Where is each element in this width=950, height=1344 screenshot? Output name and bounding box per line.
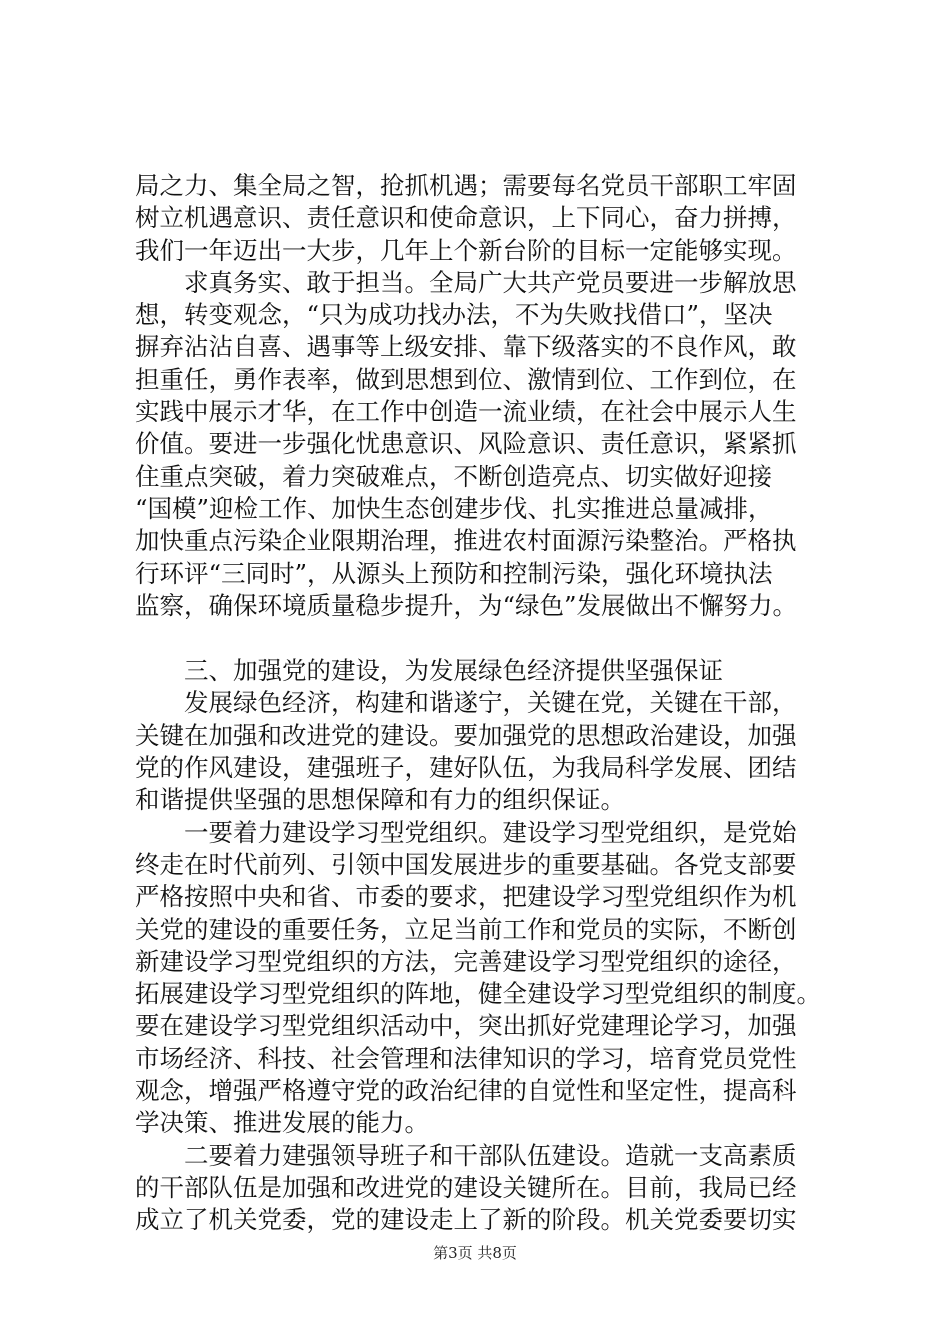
heading-line: 三、加强党的建设，为发展绿色经济提供坚强保证 (184, 656, 723, 686)
text-line: 二要着力建强领导班子和干部队伍建设。造就一支高素质 (184, 1140, 797, 1170)
paragraph (135, 687, 835, 816)
paragraph (135, 1140, 835, 1237)
text-line: 的干部队伍是加强和改进党的建设关键所在。目前，我局已经 (135, 1172, 797, 1202)
text-line: 一要着力建设学习型党组织。建设学习型党组织，是党始 (184, 817, 797, 847)
text-line: 成立了机关党委，党的建设走上了新的阶段。机关党委要切实 (135, 1205, 797, 1235)
text-line: 监察，确保环境质量稳步提升，为“绿色”发展做出不懈努力。 (135, 590, 798, 620)
text-line: 严格按照中央和省、市委的要求，把建设学习型党组织作为机 (135, 882, 797, 912)
text-line: “国模”迎检工作、加快生态创建步伐、扎实推进总量减排， (135, 493, 773, 523)
text-line: 加快重点污染企业限期治理，推进农村面源污染整治。严格执 (135, 526, 797, 556)
document-body (135, 170, 835, 1237)
text-line: 行环评“三同时”，从源头上预防和控制污染，强化环境执法 (135, 558, 773, 588)
text-line: 要在建设学习型党组织活动中，突出抓好党建理论学习，加强 (135, 1011, 797, 1041)
text-line: 局之力、集全局之智，抢抓机遇；需要每名党员干部职工牢固 (135, 171, 797, 200)
text-line: 拓展建设学习型党组织的阵地，健全建设学习型党组织的制度。 (135, 979, 821, 1009)
text-line: 市场经济、科技、社会管理和法律知识的学习，培育党员党性 (135, 1043, 797, 1073)
text-line: 住重点突破，着力突破难点，不断创造亮点、切实做好迎接 (135, 461, 772, 491)
text-line: 我们一年迈出一大步，几年上个新台阶的目标一定能够实现。 (135, 235, 797, 265)
text-line: 观念，增强严格遵守党的政治纪律的自觉性和坚定性，提高科 (135, 1076, 797, 1106)
paragraph-spacer (135, 622, 835, 655)
paragraph (135, 267, 835, 622)
text-line: 终走在时代前列、引领中国发展进步的重要基础。各党支部要 (135, 849, 797, 879)
text-line: 新建设学习型党组织的方法，完善建设学习型党组织的途径， (135, 946, 797, 976)
text-line: 关键在加强和改进党的建设。要加强党的思想政治建设，加强 (135, 720, 797, 750)
text-line: 发展绿色经济，构建和谐遂宁，关键在党，关键在干部， (184, 688, 797, 718)
text-line: 关党的建设的重要任务，立足当前工作和党员的实际，不断创 (135, 914, 797, 944)
text-line: 党的作风建设，建强班子，建好队伍，为我局科学发展、团结 (135, 753, 797, 783)
page-number-footer: 第3页 共8页 (433, 1244, 517, 1262)
text-line: 求真务实、敢于担当。全局广大共产党员要进一步解放思 (184, 267, 797, 297)
text-line: 和谐提供坚强的思想保障和有力的组织保证。 (135, 785, 625, 815)
text-line: 摒弃沾沾自喜、遇事等上级安排、靠下级落实的不良作风，敢 (135, 332, 797, 362)
text-line: 实践中展示才华，在工作中创造一流业绩，在社会中展示人生 (135, 397, 797, 427)
text-line: 价值。要进一步强化忧患意识、风险意识、责任意识，紧紧抓 (135, 429, 797, 459)
text-line: 担重任，勇作表率，做到思想到位、激情到位、工作到位，在 (135, 364, 797, 394)
text-line: 学决策、推进发展的能力。 (135, 1108, 429, 1138)
text-line: 想，转变观念，“只为成功找办法，不为失败找借口”，坚决 (135, 300, 773, 330)
paragraph (135, 170, 835, 267)
paragraph (135, 817, 835, 1140)
text-line: 树立机遇意识、责任意识和使命意识，上下同心，奋力拼搏， (135, 203, 797, 233)
section-heading (135, 655, 835, 687)
